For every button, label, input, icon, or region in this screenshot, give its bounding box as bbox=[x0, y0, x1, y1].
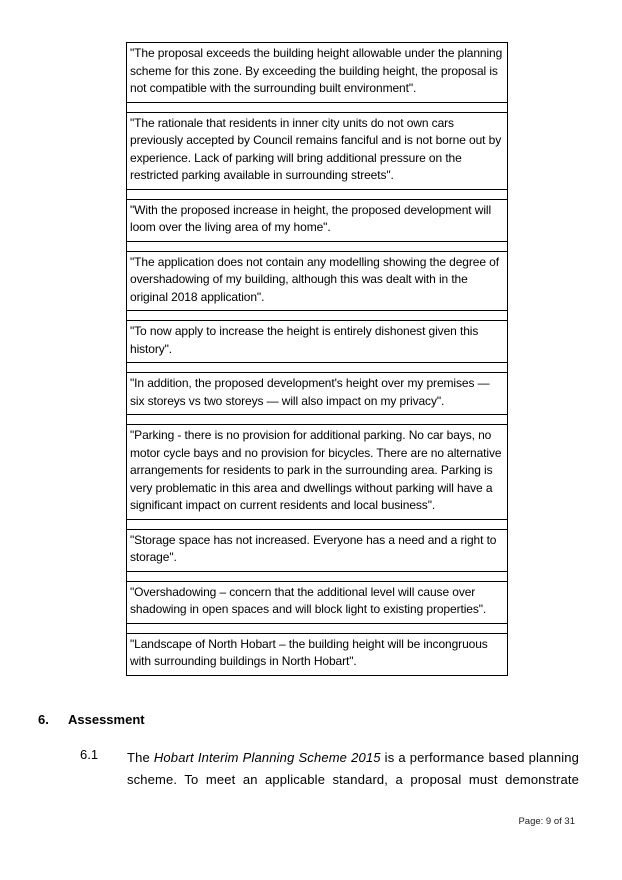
quote-cell: "Storage space has not increased. Everyone has a need and a right to storage". bbox=[126, 529, 508, 572]
quote-cell: "To now apply to increase the height is entirely dishonest given this history". bbox=[126, 320, 508, 363]
quote-cell: "Parking - there is no provision for additional parking. No car bays, no motor cycle bays and no provision for bicycles. There are no alternative arrangements for residents to park in the surrounding area. Parking is very problematic in this area and dwellings without parking will have a significant impact on current residents and local business". bbox=[126, 424, 508, 520]
quote-cell: "With the proposed increase in height, the proposed development will loom over the living area of my home". bbox=[126, 199, 508, 242]
paragraph-number: 6.1 bbox=[80, 747, 99, 762]
quote-cell: "In addition, the proposed development's height over my premises — six storeys vs two storeys — will also impact on my privacy". bbox=[126, 372, 508, 415]
paragraph-text bbox=[127, 747, 579, 790]
quote-cell: "Overshadowing – concern that the additional level will cause over shadowing in open spaces and will block light to existing properties". bbox=[126, 581, 508, 624]
paragraph-text-suffix: is a performance based planning scheme. To meet an applicable standard, a proposal must demonstrate bbox=[127, 750, 579, 787]
quote-cell: "Landscape of North Hobart – the building height will be incongruous with surrounding buildings in North Hobart". bbox=[126, 633, 508, 676]
paragraph-6-1 bbox=[80, 747, 579, 790]
scheme-name-italic: Hobart Interim Planning Scheme 2015 bbox=[153, 750, 381, 765]
quote-cell: "The proposal exceeds the building height allowable under the planning scheme for this zone. By exceeding the building height, the proposal is not compatible with the surrounding built environment". bbox=[126, 42, 508, 103]
section-number: 6. bbox=[38, 712, 49, 727]
submissions-quote-table bbox=[126, 42, 508, 676]
paragraph-text-prefix: The bbox=[127, 750, 154, 765]
quote-cell: "The application does not contain any modelling showing the degree of overshadowing of my building, although this was dealt with in the original 2018 application". bbox=[126, 251, 508, 312]
section-title: Assessment bbox=[68, 712, 145, 727]
section-heading bbox=[38, 712, 145, 727]
quote-cell: "The rationale that residents in inner city units do not own cars previously accepted by Council remains fanciful and is not borne out by experience. Lack of parking will bring additional pressure on the restricted parking available in surrounding streets". bbox=[126, 112, 508, 190]
page-number-footer: Page: 9 of 31 bbox=[518, 816, 575, 827]
